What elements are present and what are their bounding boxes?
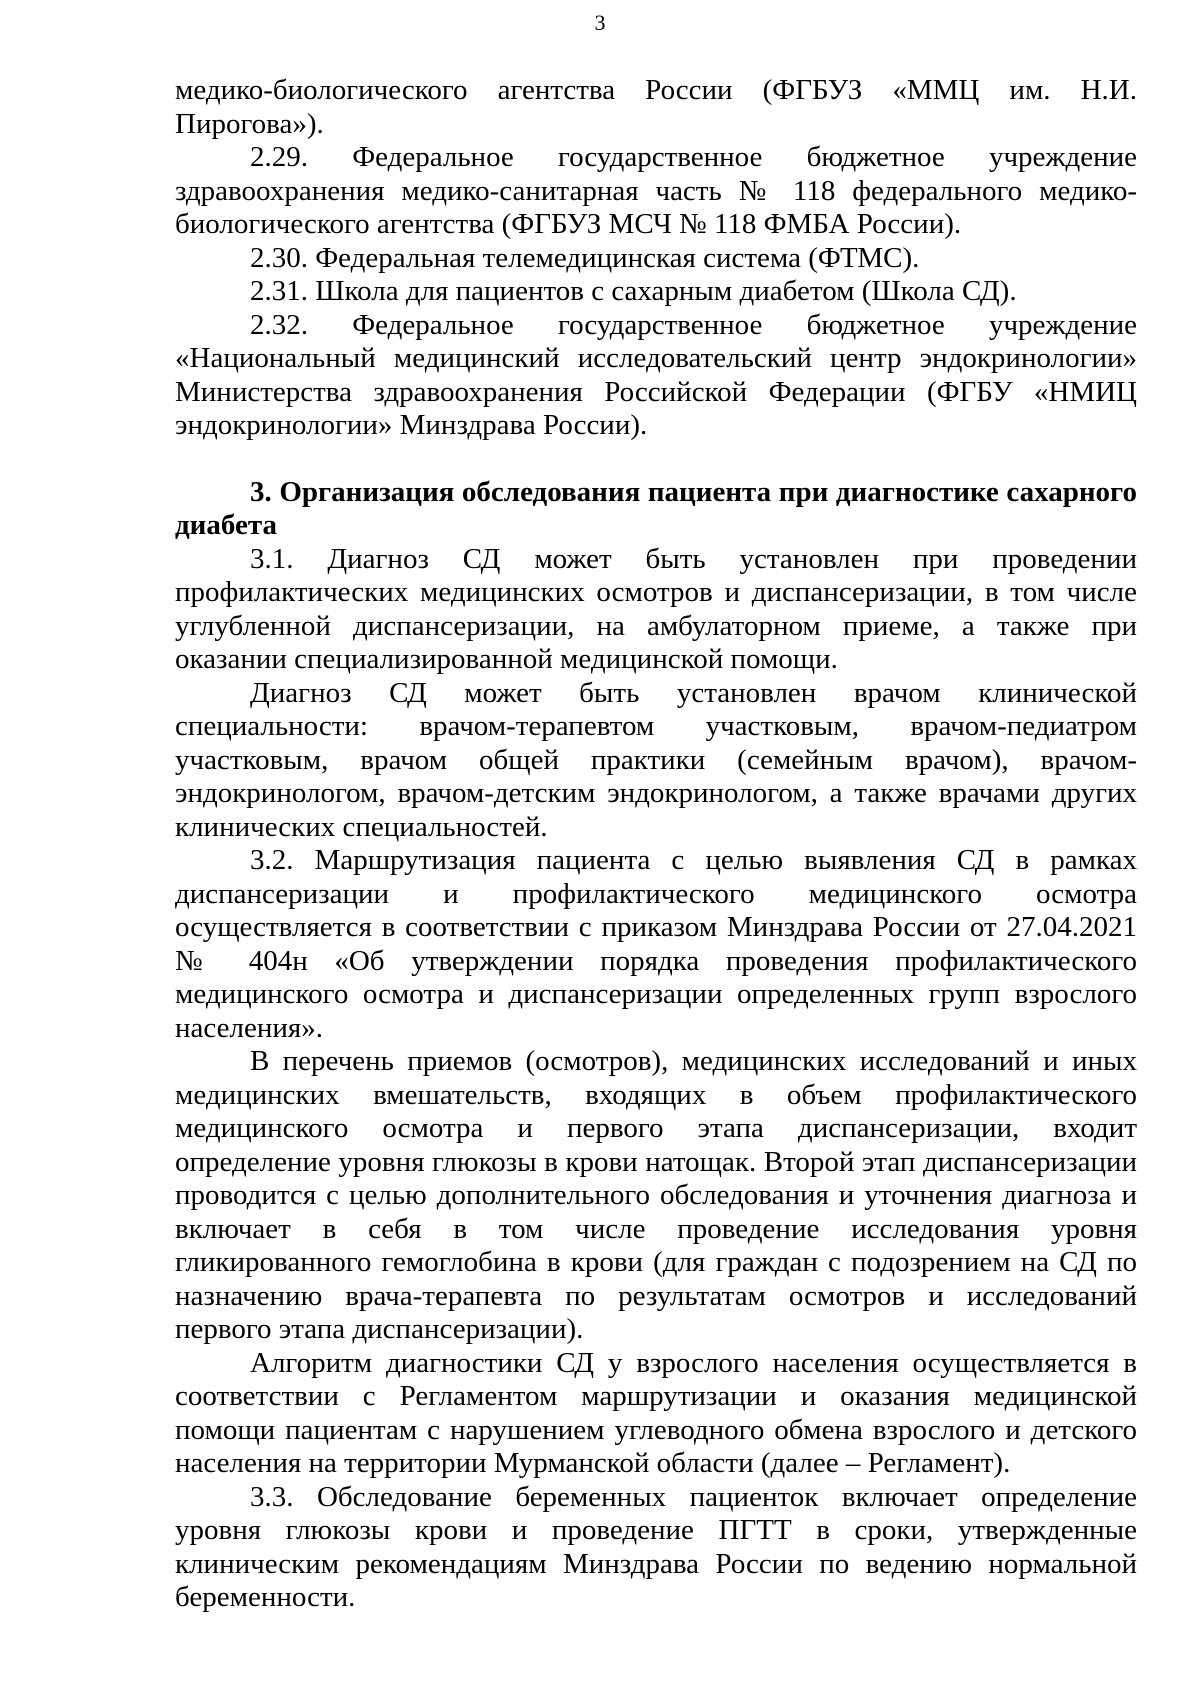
paragraph-diagnosis-specialists: Диагноз СД может быть установлен врачом клинической специальности: врачом-терапевтом участковым, врачом-педиатром участковым, врачом общей практики (семейным врачом), врачом-эндокринологом, врачом-детским эндокринологом, а также врачами других клинических специальностей. bbox=[175, 676, 1137, 843]
paragraph-3-3: 3.3. Обследование беременных пациенток включает определение уровня глюкозы крови и проведение ПГТТ в сроки, утвержденные клиническим рекомендациям Минздрава России по ведению нормальной беременности. bbox=[175, 1480, 1137, 1613]
paragraph-2-32: 2.32. Федеральное государственное бюджетное учреждение «Национальный медицинский исследовательский центр эндокринологии» Министерства здравоохранения Российской Федерации (ФГБУ «НМИЦ эндокринологии» Минздрава России). bbox=[175, 308, 1137, 441]
paragraph-2-31: 2.31. Школа для пациентов с сахарным диабетом (Школа СД). bbox=[250, 275, 1017, 307]
paragraph-2-30: 2.30. Федеральная телемедицинская система (ФТМС). bbox=[250, 241, 920, 274]
paragraph-2-29: 2.29. Федеральное государственное бюджетное учреждение здравоохранения медико-санитарная часть № 118 федерального медико-биологического агентства (ФГБУЗ МСЧ № 118 ФМБА России). bbox=[175, 141, 1137, 240]
document-body bbox=[175, 74, 1137, 1615]
page-number: 3 bbox=[594, 10, 606, 35]
paragraph-algorithm: Алгоритм диагностики СД у взрослого населения осуществляется в соответствии с Регламентом маршрутизации и оказания медицинской помощи пациентам с нарушением углеводного обмена взрослого и детского населения на территории Мурманской области (далее – Регламент). bbox=[175, 1346, 1137, 1479]
paragraph-3-2: 3.2. Маршрутизация пациента с целью выявления СД в рамках диспансеризации и профилактического медицинского осмотра осуществляется в соответствии с приказом Минздрава России от 27.04.2021 № 404н «Об утверждении порядка проведения профилактического медицинского осмотра и диспансеризации определенных групп взрослого населения». bbox=[175, 844, 1137, 1044]
paragraph-3-1: 3.1. Диагноз СД может быть установлен при проведении профилактических медицинских осмотров и диспансеризации, в том числе углубленной диспансеризации, на амбулаторном приеме, а также при оказании специализированной медицинской помощи. bbox=[175, 542, 1137, 675]
section-heading-3: 3. Организация обследования пациента при диагностике сахарного диабета bbox=[175, 475, 1137, 541]
paragraph-exam-list: В перечень приемов (осмотров), медицинских исследований и иных медицинских вмешательств, входящих в объем профилактического медицинского осмотра и первого этапа диспансеризации, входит определение уровня глюкозы в крови натощак. Второй этап диспансеризации проводится с целью дополнительного обследования и уточнения диагноза и включает в себя в том числе проведение исследования уровня гликированного гемоглобина в крови (для граждан с подозрением на СД по назначению врача-терапевта по результатам осмотров и исследований первого этапа диспансеризации). bbox=[175, 1045, 1137, 1345]
paragraph-continuation: медико-биологического агентства России (ФГБУЗ «ММЦ им. Н.И. Пирогова»). bbox=[175, 74, 1137, 140]
